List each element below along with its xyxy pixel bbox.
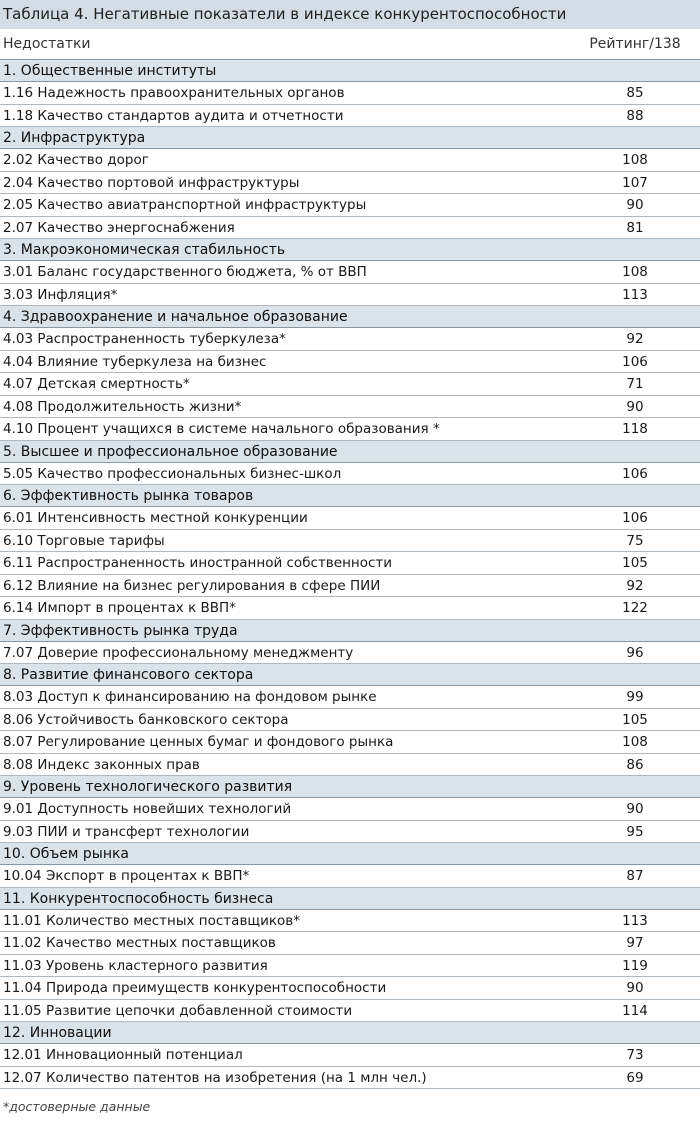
rating-value: 105 [622, 555, 648, 571]
indicator-name: 11.04 Природа преимуществ конкурентоспособности [3, 980, 387, 996]
rating-value: 75 [626, 532, 644, 549]
indicator-name: 6.10 Торговые тарифы [3, 532, 165, 549]
rating-value: 122 [622, 600, 648, 616]
indicator-name: 6.14 Импорт в процентах к ВВП* [3, 600, 236, 616]
indicator-name: 1.16 Надежность правоохранительных органов [3, 85, 345, 101]
indicator-name: 5.05 Качество профессиональных бизнес-школ [3, 465, 342, 482]
rating-value: 69 [626, 1069, 644, 1086]
indicator-name: 3.01 Баланс государственного бюджета, % от ВВП [3, 264, 367, 280]
indicator-name: 4.03 Распространенность туберкулеза* [3, 331, 286, 347]
rating-value: 108 [622, 734, 648, 750]
table-row [0, 351, 700, 374]
table-row [0, 575, 700, 598]
rating-value: 95 [626, 823, 644, 840]
indicator-name: 4.07 Детская смертность* [3, 376, 190, 392]
table-row [0, 910, 700, 933]
indicator-name: 12.01 Инновационный потенциал [3, 1047, 243, 1063]
indicator-name: 9.03 ПИИ и трансферт технологии [3, 823, 250, 840]
rating-value: 99 [626, 689, 644, 705]
rating-value: 90 [626, 801, 644, 817]
table-row [0, 261, 700, 284]
rating-value: 85 [626, 85, 644, 101]
table-title: Таблица 4. Негативные показатели в индексе конкурентоспособности [0, 0, 700, 29]
rating-value: 106 [622, 465, 648, 482]
indicator-name: 7.07 Доверие профессиональному менеджменту [3, 644, 354, 661]
indicator-name: 4.04 Влияние туберкулеза на бизнес [3, 353, 267, 370]
indicator-name: 10.04 Экспорт в процентах к ВВП* [3, 868, 250, 884]
section-header: 10. Объем рынка [0, 843, 700, 865]
table-row [0, 82, 700, 105]
indicator-name: 1.18 Качество стандартов аудита и отчетности [3, 107, 344, 124]
header-rating: Рейтинг/138 [589, 36, 681, 52]
rating-value: 86 [626, 756, 644, 773]
table-body [0, 60, 700, 1089]
table-row [0, 530, 700, 553]
table-header [0, 29, 700, 60]
table-row [0, 754, 700, 777]
section-header: 2. Инфраструктура [0, 127, 700, 149]
rating-value: 113 [622, 286, 648, 303]
header-shortcomings: Недостатки [3, 36, 91, 52]
rating-value: 106 [622, 510, 648, 526]
table-row [0, 396, 700, 419]
indicator-name: 6.01 Интенсивность местной конкуренции [3, 510, 308, 526]
rating-value: 90 [626, 398, 644, 415]
rating-value: 71 [626, 376, 644, 392]
section-header: 3. Макроэкономическая стабильность [0, 239, 700, 261]
table-row [0, 955, 700, 978]
indicator-name: 11.05 Развитие цепочки добавленной стоимости [3, 1002, 353, 1019]
rating-value: 97 [626, 935, 644, 951]
indicator-name: 2.04 Качество портовой инфраструктуры [3, 174, 300, 191]
table-row [0, 642, 700, 665]
table-row [0, 821, 700, 844]
section-header: 8. Развитие финансового сектора [0, 664, 700, 686]
indicator-name: 11.03 Уровень кластерного развития [3, 957, 268, 974]
rating-value: 107 [622, 174, 648, 191]
indicator-name: 2.05 Качество авиатранспортной инфраструктуры [3, 197, 367, 213]
table-row [0, 1067, 700, 1090]
rating-value: 108 [622, 152, 648, 168]
rating-value: 90 [626, 197, 644, 213]
table-row [0, 597, 700, 620]
indicator-name: 11.01 Количество местных поставщиков* [3, 912, 301, 929]
indicator-name: 8.08 Индекс законных прав [3, 756, 200, 773]
rating-value: 114 [622, 1002, 648, 1019]
table-row [0, 977, 700, 1000]
section-header: 5. Высшее и профессиональное образование [0, 441, 700, 463]
rating-value: 108 [622, 264, 648, 280]
table-row [0, 194, 700, 217]
indicator-name: 9.01 Доступность новейших технологий [3, 801, 292, 817]
section-header: 1. Общественные институты [0, 60, 700, 82]
table-row [0, 686, 700, 709]
table-row [0, 709, 700, 732]
rating-value: 88 [626, 107, 644, 124]
indicator-name: 12.07 Количество патентов на изобретения (на 1 млн чел.) [3, 1069, 427, 1086]
table-row [0, 798, 700, 821]
rating-value: 87 [626, 868, 644, 884]
rating-value: 90 [626, 980, 644, 996]
rating-value: 106 [622, 353, 648, 370]
table-row [0, 463, 700, 486]
rating-value: 113 [622, 912, 648, 929]
indicator-name: 2.07 Качество энергоснабжения [3, 219, 235, 236]
section-header: 4. Здравоохранение и начальное образование [0, 306, 700, 328]
indicator-name: 6.11 Распространенность иностранной собственности [3, 555, 393, 571]
rating-value: 105 [622, 711, 648, 728]
rating-value: 92 [626, 331, 644, 347]
table-row [0, 932, 700, 955]
indicator-name: 3.03 Инфляция* [3, 286, 118, 303]
section-header: 11. Конкурентоспособность бизнеса [0, 888, 700, 910]
section-header: 9. Уровень технологического развития [0, 776, 700, 798]
rating-value: 92 [626, 577, 644, 594]
indicator-name: 2.02 Качество дорог [3, 152, 149, 168]
table-row [0, 731, 700, 754]
table-row [0, 1044, 700, 1067]
section-header: 12. Инновации [0, 1022, 700, 1044]
table-row [0, 418, 700, 441]
rating-value: 81 [626, 219, 644, 236]
table-row [0, 865, 700, 888]
table-row [0, 328, 700, 351]
table-row [0, 284, 700, 307]
section-header: 7. Эффективность рынка труда [0, 620, 700, 642]
table-row [0, 217, 700, 240]
table-row [0, 552, 700, 575]
indicator-name: 4.08 Продолжительность жизни* [3, 398, 242, 415]
table-row [0, 1000, 700, 1023]
indicator-name: 6.12 Влияние на бизнес регулирования в сфере ПИИ [3, 577, 381, 594]
table-row [0, 172, 700, 195]
table-row [0, 373, 700, 396]
table-row [0, 105, 700, 128]
table-row [0, 507, 700, 530]
indicator-name: 8.03 Доступ к финансированию на фондовом рынке [3, 689, 377, 705]
rating-value: 73 [626, 1047, 644, 1063]
rating-value: 96 [626, 644, 644, 661]
table-row [0, 149, 700, 172]
footnote: *достоверные данные [3, 1099, 151, 1114]
indicator-name: 11.02 Качество местных поставщиков [3, 935, 276, 951]
section-header: 6. Эффективность рынка товаров [0, 485, 700, 507]
indicator-name: 8.06 Устойчивость банковского сектора [3, 711, 289, 728]
indicator-name: 8.07 Регулирование ценных бумаг и фондового рынка [3, 734, 394, 750]
rating-value: 119 [622, 957, 648, 974]
indicator-name: 4.10 Процент учащихся в системе начального образования * [3, 421, 440, 437]
rating-value: 118 [622, 421, 648, 437]
